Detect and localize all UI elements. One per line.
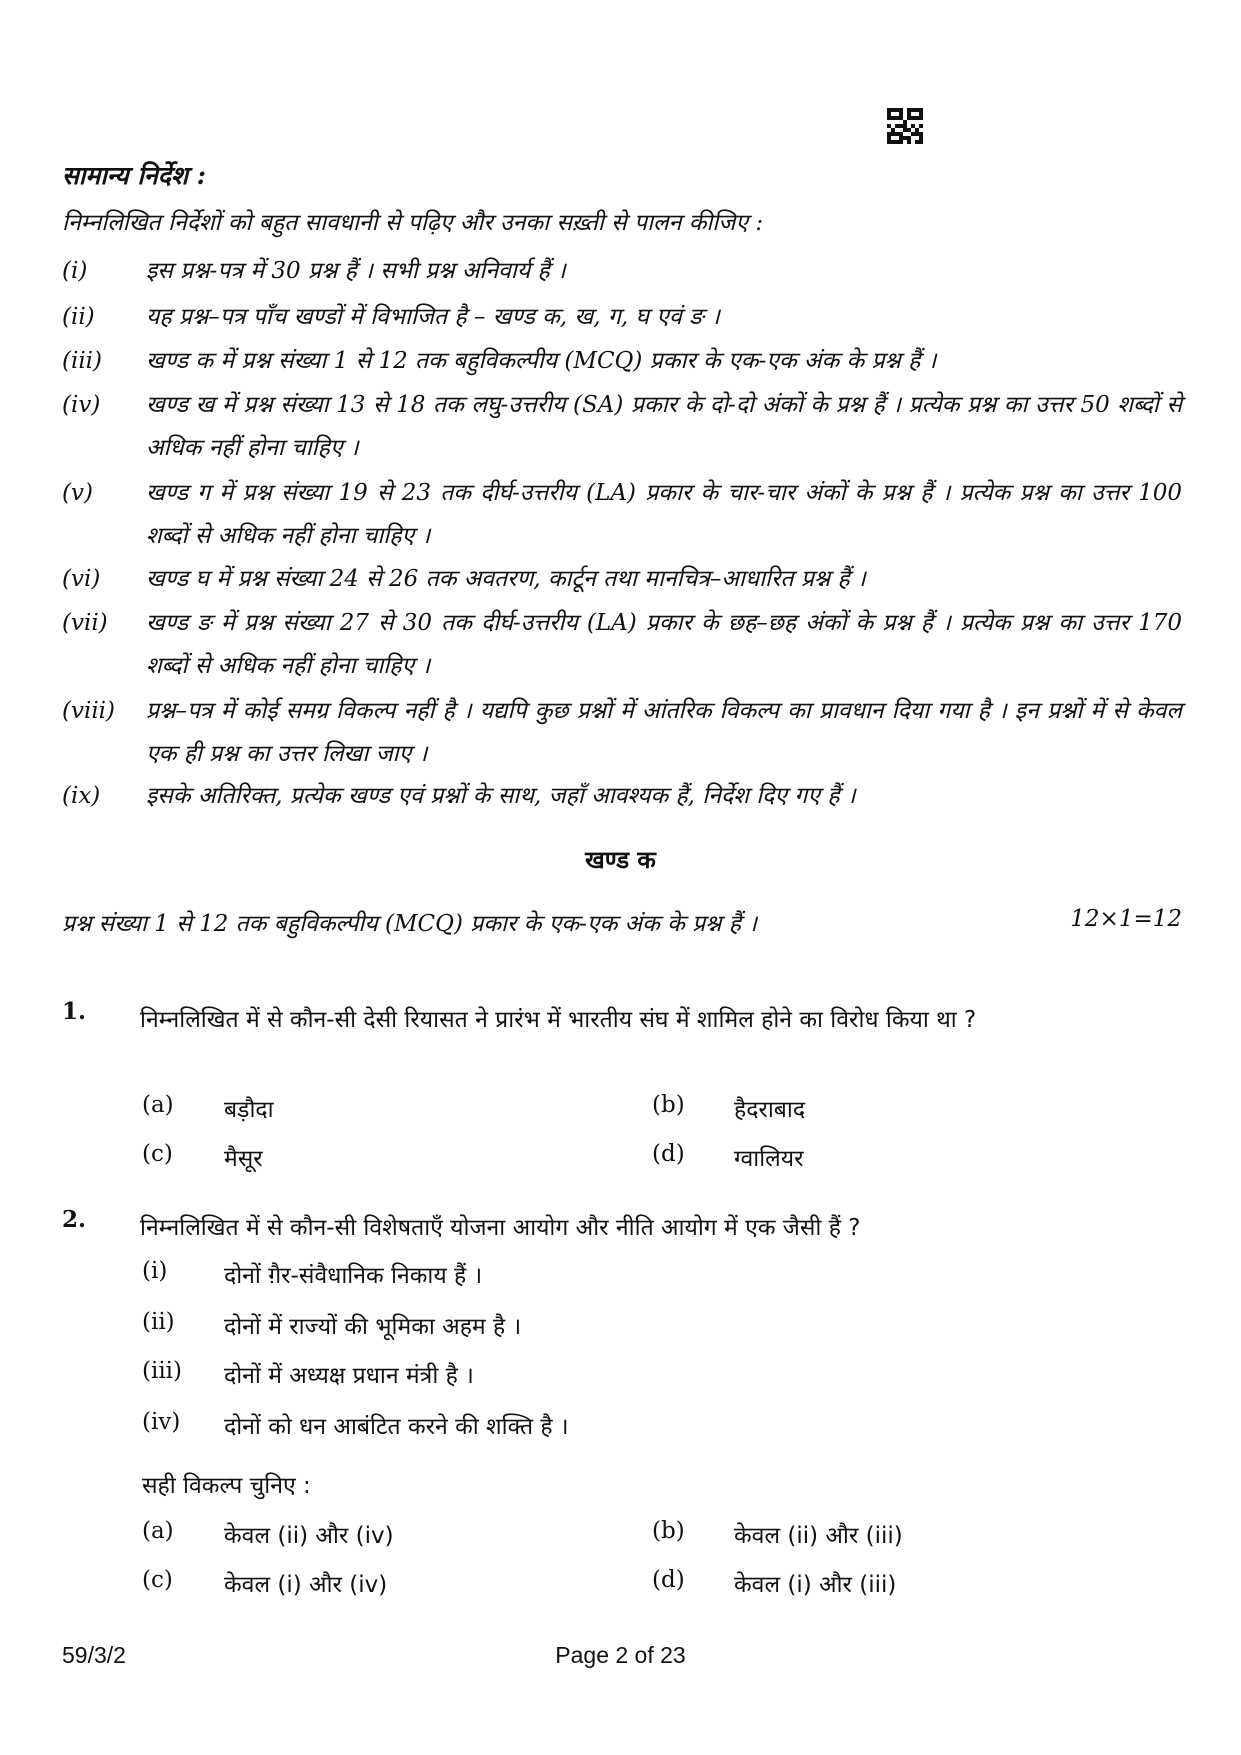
option-text: केवल (ii) और (iv) bbox=[224, 1523, 394, 1549]
instruction-text: खण्ड ङ में प्रश्न संख्या 27 से 30 तक दीर्घ-उत्तरीय (LA) प्रकार के छह–छह अंकों के प्रश्न हैं । प्रत्येक प्रश्न का उत्तर 170 शब्दों से अधिक नहीं होना चाहिए । bbox=[146, 610, 1182, 679]
statement-label: (iii) bbox=[142, 1358, 183, 1384]
page-number: Page 2 of 23 bbox=[555, 1642, 686, 1668]
section-title: खण्ड क bbox=[585, 846, 656, 874]
statement-text: दोनों ग़ैर-संवैधानिक निकाय हैं । bbox=[224, 1263, 483, 1289]
option-label: (a) bbox=[142, 1092, 174, 1118]
statement-label: (i) bbox=[142, 1258, 168, 1284]
instruction-text: इस प्रश्न-पत्र में 30 प्रश्न हैं । सभी प्रश्न अनिवार्य हैं । bbox=[146, 258, 566, 284]
prompt-text: सही विकल्प चुनिए : bbox=[142, 1473, 311, 1499]
instruction-text: खण्ड क में प्रश्न संख्या 1 से 12 तक बहुविकल्पीय (MCQ) प्रकार के एक-एक अंक के प्रश्न हैं । bbox=[146, 348, 937, 374]
option-text: केवल (ii) और (iii) bbox=[734, 1523, 903, 1549]
option-label: (c) bbox=[142, 1141, 173, 1167]
statement-text: दोनों को धन आबंटित करने की शक्ति है । bbox=[224, 1414, 569, 1440]
choose-prompt bbox=[142, 1468, 311, 1500]
statement-label: (iv) bbox=[142, 1409, 181, 1435]
option-text: केवल (i) और (iii) bbox=[734, 1572, 897, 1598]
instruction-text: खण्ड ग में प्रश्न संख्या 19 से 23 तक दीर्घ-उत्तरीय (LA) प्रकार के चार-चार अंकों के प्रश्न हैं । प्रत्येक प्रश्न का उत्तर 100 शब्दों से अधिक नहीं होना चाहिए । bbox=[146, 480, 1182, 549]
option-label: (b) bbox=[652, 1518, 685, 1544]
option-text: केवल (i) और (iv) bbox=[224, 1572, 388, 1598]
question-text: निम्नलिखित में से कौन-सी देसी रियासत ने प्रारंभ में भारतीय संघ में शामिल होने का विरोध किया था ? bbox=[140, 1007, 977, 1033]
instruction-number: (i) bbox=[62, 258, 88, 284]
option-label: (d) bbox=[652, 1141, 685, 1167]
question-text: निम्नलिखित में से कौन-सी विशेषताएँ योजना आयोग और नीति आयोग में एक जैसी हैं ? bbox=[140, 1215, 861, 1241]
statement-text: दोनों में राज्यों की भूमिका अहम है । bbox=[224, 1314, 522, 1340]
option-text: हैदराबाद bbox=[734, 1097, 806, 1123]
instruction-text: खण्ड घ में प्रश्न संख्या 24 से 26 तक अवतरण, कार्टून तथा मानचित्र–आधारित प्रश्न हैं । bbox=[146, 566, 866, 592]
statement-label: (ii) bbox=[142, 1309, 175, 1335]
instruction-number: (iv) bbox=[62, 392, 101, 418]
instruction-number: (vii) bbox=[62, 610, 108, 636]
option-label: (b) bbox=[652, 1092, 685, 1118]
paper-code: 59/3/2 bbox=[62, 1642, 126, 1668]
section-note bbox=[62, 906, 1182, 938]
section-marks: 12×1=12 bbox=[1070, 906, 1182, 932]
option-label: (d) bbox=[652, 1567, 685, 1593]
qr-code-icon bbox=[887, 108, 923, 144]
option-text: ग्वालियर bbox=[734, 1146, 804, 1172]
instruction-number: (iii) bbox=[62, 348, 103, 374]
instruction-text: यह प्रश्न–पत्र पाँच खण्डों में विभाजित है – खण्ड क, ख, ग, घ एवं ङ । bbox=[146, 304, 720, 330]
option-label: (c) bbox=[142, 1567, 173, 1593]
instruction-number: (vi) bbox=[62, 566, 101, 592]
instruction-number: (viii) bbox=[62, 698, 116, 724]
statement-text: दोनों में अध्यक्ष प्रधान मंत्री है । bbox=[224, 1363, 474, 1389]
section-note-text: प्रश्न संख्या 1 से 12 तक बहुविकल्पीय (MCQ) प्रकार के एक-एक अंक के प्रश्न हैं । bbox=[62, 911, 757, 937]
option-text: बड़ौदा bbox=[224, 1097, 274, 1123]
instruction-text: इसके अतिरिक्त, प्रत्येक खण्ड एवं प्रश्नों के साथ, जहाँ आवश्यक हैं, निर्देश दिए गए हैं । bbox=[146, 783, 856, 809]
instructions-heading: सामान्य निर्देश : bbox=[62, 161, 206, 190]
question-number: 1. bbox=[62, 998, 87, 1025]
instructions-intro: निम्नलिखित निर्देशों को बहुत सावधानी से पढ़िए और उनका सख़्ती से पालन कीजिए : bbox=[62, 210, 764, 236]
instruction-number: (v) bbox=[62, 480, 93, 506]
instruction-number: (ii) bbox=[62, 304, 95, 330]
option-label: (a) bbox=[142, 1518, 174, 1544]
instruction-text: प्रश्न–पत्र में कोई समग्र विकल्प नहीं है । यद्यपि कुछ प्रश्नों में आंतरिक विकल्प का प्रावधान दिया गया है । इन प्रश्नों में से केवल एक ही प्रश्न का उत्तर लिखा जाए । bbox=[146, 698, 1182, 767]
option-text: मैसूर bbox=[224, 1146, 263, 1172]
instruction-number: (ix) bbox=[62, 783, 101, 809]
instruction-text: खण्ड ख में प्रश्न संख्या 13 से 18 तक लघु-उत्तरीय (SA) प्रकार के दो-दो अंकों के प्रश्न हैं । प्रत्येक प्रश्न का उत्तर 50 शब्दों से अधिक नहीं होना चाहिए । bbox=[146, 392, 1182, 461]
question-number: 2. bbox=[62, 1206, 87, 1233]
